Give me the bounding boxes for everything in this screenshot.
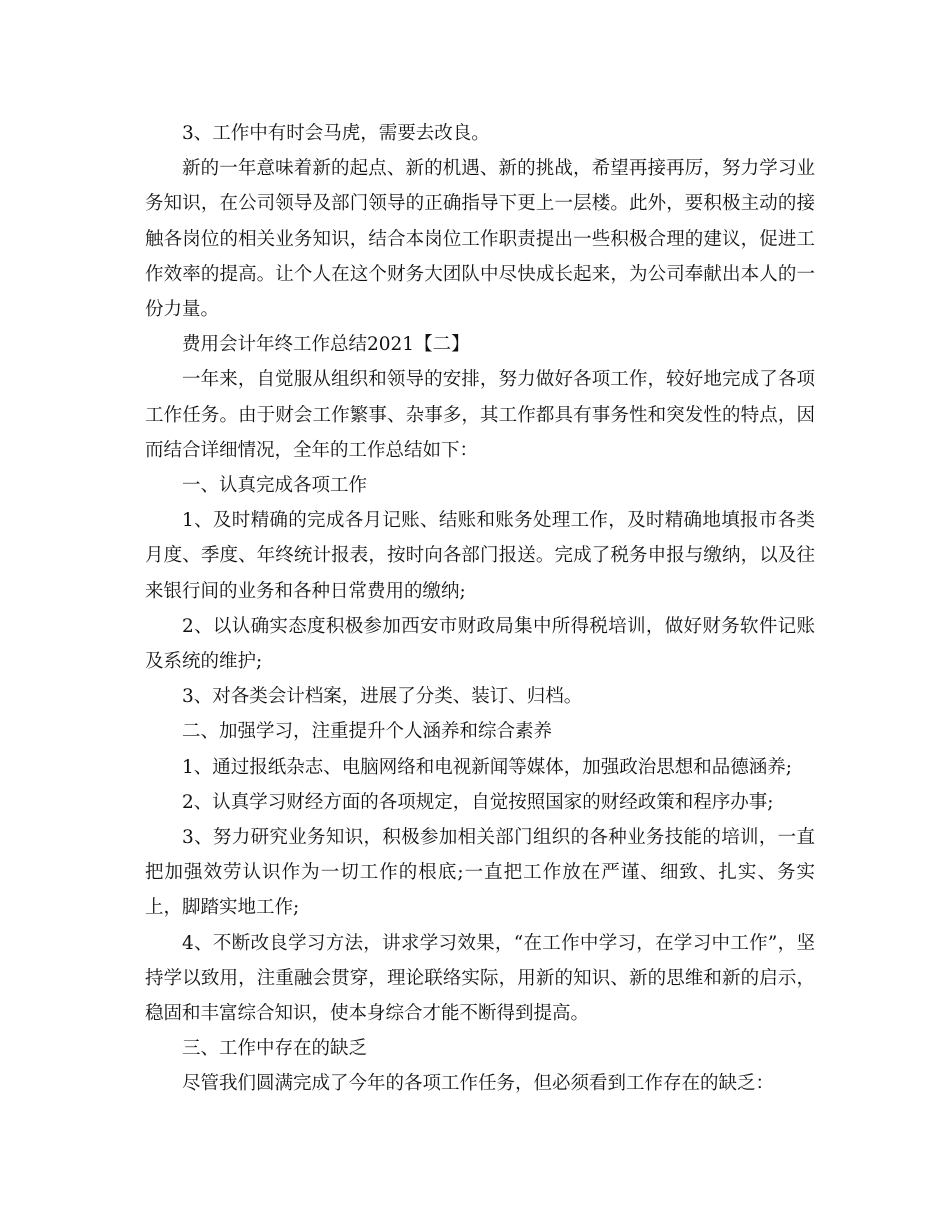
list-item-2-1: 1、通过报纸杂志、电脑网络和电视新闻等媒体，加强政治思想和品德涵养; xyxy=(182,756,793,778)
heading-section-2: 二、加强学习，注重提升个人涵养和综合素养 xyxy=(182,721,553,743)
paragraph-item-3-careless: 3、工作中有时会马虎，需要去改良。 xyxy=(182,123,490,144)
list-item-2-3: 3、努力研究业务知识，积极参加相关部门组织的各种业务技能的培训，一直把加强效劳认识作为一切工作的根底;一直把工作放在严谨、细致、扎实、务实上，脚踏实地工作; xyxy=(145,827,815,919)
paragraph-shortcomings-intro: 尽管我们圆满完成了今年的各项工作任务，但必须看到工作存在的缺乏： xyxy=(182,1073,775,1095)
list-item-2-4: 4、不断改良学习方法，讲求学习效果，“在工作中学习，在学习中工作”，坚持学以致用，注重融会贯穿，理论联络实际，用新的知识、新的思维和新的启示，稳固和丰富综合知识，使本身综合才能不断得到提高。 xyxy=(145,932,815,1025)
list-item-1-2: 2、以认确实态度积极参加西安市财政局集中所得税培训，做好财务软件记账及系统的维护; xyxy=(145,615,815,673)
paragraph-intro: 一年来，自觉服从组织和领导的安排，努力做好各项工作，较好地完成了各项工作任务。由于财会工作繁事、杂事多，其工作都具有事务性和突发性的特点，因而结合详细情况，全年的工作总结如下： xyxy=(145,369,815,461)
list-item-1-3: 3、对各类会计档案，进展了分类、装订、归档。 xyxy=(182,686,583,708)
section-title-summary-2: 费用会计年终工作总结2021【二】 xyxy=(182,334,470,356)
list-item-1-1: 1、及时精确的完成各月记账、结账和账务处理工作，及时精确地填报市各类月度、季度、年终统计报表，按时向各部门报送。完成了税务申报与缴纳，以及往来银行间的业务和各种日常费用的缴纳; xyxy=(145,510,815,602)
paragraph-new-year-outlook: 新的一年意味着新的起点、新的机遇、新的挑战，希望再接再厉，努力学习业务知识，在公司领导及部门领导的正确指导下更上一层楼。此外，要积极主动的接触各岗位的相关业务知识，结合本岗位工作职责提出一些积极合理的建议，促进工作效率的提高。让个人在这个财务大团队中尽快成长起来，为公司奉献出本人的一份力量。 xyxy=(145,158,815,321)
document-body xyxy=(145,116,815,1102)
heading-section-3: 三、工作中存在的缺乏 xyxy=(182,1038,368,1060)
heading-section-1: 一、认真完成各项工作 xyxy=(182,475,368,497)
list-item-2-2: 2、认真学习财经方面的各项规定，自觉按照国家的财经政策和程序办事; xyxy=(182,791,774,813)
